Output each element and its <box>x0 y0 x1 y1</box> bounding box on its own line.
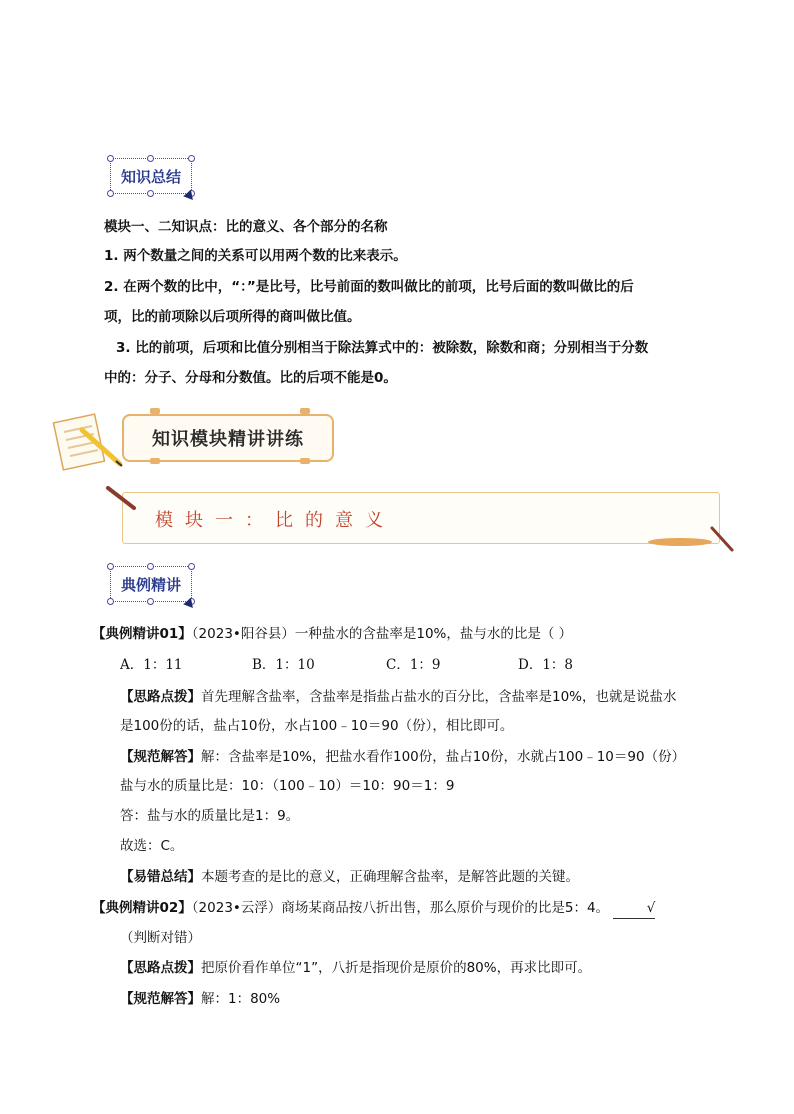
module-banner <box>122 414 334 462</box>
banner-tab-bottom-left <box>150 458 160 464</box>
ex1-solution-line-4: 故选：C。 <box>120 838 184 854</box>
banner-title: 知识模块精讲讲练 <box>152 429 304 450</box>
point-3-line-2: 中的：分子、分母和分数值。比的后项不能是0。 <box>104 370 397 386</box>
ex1-error-summary: 【易错总结】本题考查的是比的意义，正确理解含盐率，是解答此题的关键。 <box>120 869 579 885</box>
brush-icon <box>104 484 140 514</box>
option-d: D．1：8 <box>518 657 574 673</box>
ex2-judge-note: （判断对错） <box>120 930 201 946</box>
example-tag <box>110 566 192 602</box>
module-title-bar <box>122 492 720 544</box>
point-2-line-1: 2. 在两个数的比中，“：”是比号，比号前面的数叫做比的前项，比号后面的数叫做比的后 <box>104 279 634 295</box>
answer-blank: √ <box>613 898 655 919</box>
point-1: 1. 两个数量之间的关系可以用两个数的比来表示。 <box>104 248 407 264</box>
ex1-hint-line-1: 【思路点拨】首先理解含盐率，含盐率是指盐占盐水的百分比，含盐率是10%，也就是说盐水 <box>120 689 677 705</box>
point-3-line-1: 3. 比的前项，后项和比值分别相当于除法算式中的：被除数，除数和商；分别相当于分数 <box>116 340 649 356</box>
ex1-solution-line-3: 答：盐与水的质量比是1：9。 <box>120 808 300 824</box>
option-c: C．1：9 <box>386 657 441 673</box>
notepad-pencil-icon <box>52 412 126 474</box>
ex2-hint: 【思路点拨】把原价看作单位“1”，八折是指现价是原价的80%，再求比即可。 <box>120 960 592 976</box>
brush-bottom-icon <box>640 524 740 554</box>
ex1-hint-line-2: 是100份的话，盐占10份，水占100﹣10＝90（份），相比即可。 <box>120 718 514 734</box>
module-title: 模块一：比的意义 <box>155 510 395 531</box>
point-2-line-2: 项，比的前项除以后项所得的商叫做比值。 <box>104 309 361 325</box>
banner-tab-bottom-right <box>300 458 310 464</box>
ex1-solution-line-2: 盐与水的质量比是：10：（100﹣10）＝10：90＝1：9 <box>120 778 455 794</box>
example-2-question: 【典例精讲02】（2023•云浮）商场某商品按八折出售，那么原价与现价的比是5：4。 √ <box>92 898 655 919</box>
option-a: A．1：11 <box>120 657 183 673</box>
knowledge-summary-label: 知识总结 <box>120 167 181 186</box>
ex1-solution-line-1: 【规范解答】解：含盐率是10%，把盐水看作100份，盐占10份，水就占100﹣10＝90（份） <box>120 749 686 765</box>
knowledge-summary-tag <box>110 158 192 194</box>
example-tag-label: 典例精讲 <box>120 575 181 594</box>
option-b: B．1：10 <box>252 657 315 673</box>
section-heading: 模块一、二知识点：比的意义、各个部分的名称 <box>104 219 388 235</box>
example-1-question: 【典例精讲01】（2023•阳谷县）一种盐水的含盐率是10%，盐与水的比是（ ） <box>92 626 573 642</box>
banner-tab-right <box>300 408 310 414</box>
ex2-solution: 【规范解答】解：1：80% <box>120 991 281 1007</box>
banner-tab-left <box>150 408 160 414</box>
